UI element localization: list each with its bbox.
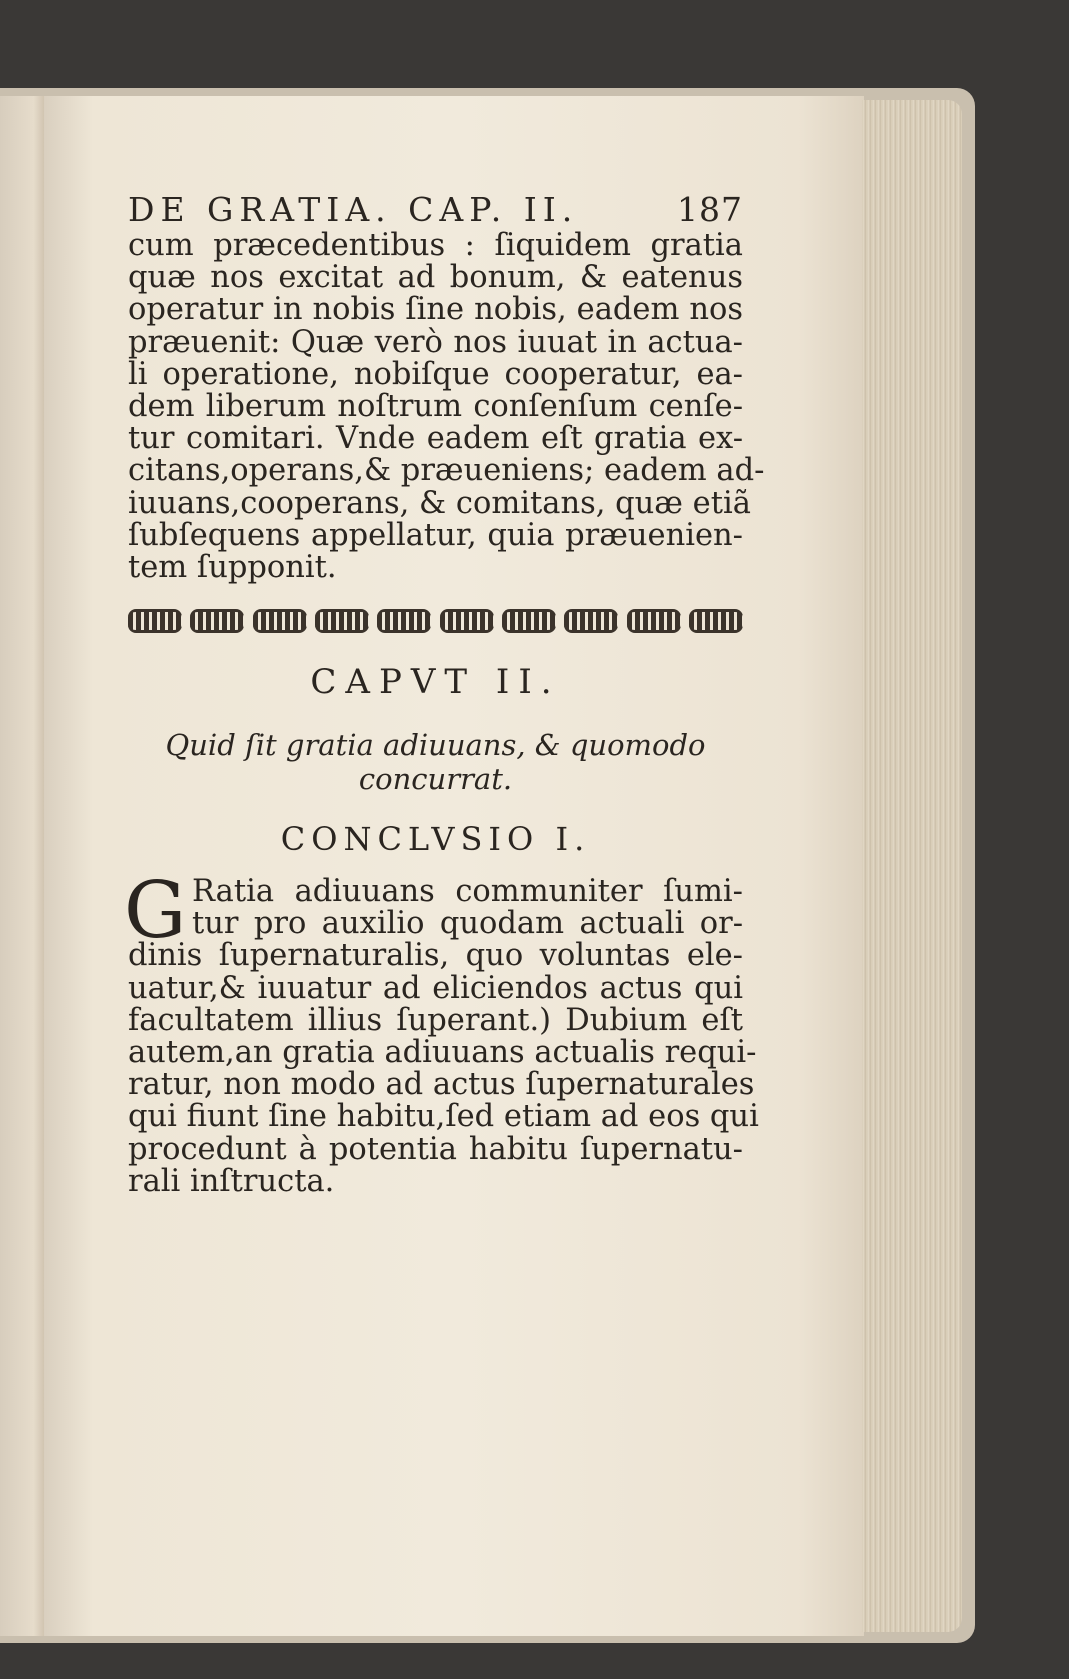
fleuron-ornament [253,609,307,633]
text-line: rali inſtructa. [128,1163,335,1199]
fleuron-ornament [190,609,244,633]
text-line: procedunt à potentia habitu ſupernatu- [128,1131,743,1167]
text-line: operatur in nobis ſine nobis, eadem nos [128,292,743,328]
conclusio-heading: CONCLVSIO I. [280,820,591,859]
running-title: DE GRATIA. CAP. II. [128,190,579,229]
text-line: tur pro auxilio quodam actuali or- [192,906,743,942]
text-line: uatur,& iuuatur ad eliciendos actus qui [128,970,743,1006]
fleuron-ornament [440,609,494,633]
text-line: dinis ſupernaturalis, quo voluntas ele- [128,938,743,974]
text-line: tur comitari. Vnde eadem eſt gratia ex- [128,421,743,457]
text-line: cum præcedentibus : ſiquidem gratia [128,228,743,263]
text-line: iuuans,cooperans, & comitans, quæ etiã [128,485,751,521]
text-line: qui fiunt ſine habitu,ſed etiam ad eos qui [128,1099,759,1135]
drop-cap: G [124,866,187,957]
page-text [124,190,765,1199]
text-line: ratur, non modo ad actus ſupernaturales [128,1067,755,1103]
fleuron-ornament [502,609,556,633]
fleuron-ornament [315,609,369,633]
paragraph-continuation [128,228,765,585]
fleuron-ornament [689,609,743,633]
ornamental-rule [128,606,743,636]
fleuron-ornament [564,609,618,633]
chapter-heading: CAPVT II. [310,662,561,703]
paragraph [124,866,759,1199]
page-number: 187 [677,190,743,229]
text-line: li operatione, nobiſque cooperatur, ea- [128,356,743,392]
text-line: quæ nos excitat ad bonum, & eatenus [128,260,743,296]
text-line: autem,an gratia adiuuans actualis requi- [128,1035,757,1070]
page-block-edge [862,100,962,1632]
chapter-subtitle [128,728,743,796]
fleuron-ornament [377,609,431,633]
running-head [128,190,743,230]
text-line: tem ſupponit. [128,549,337,585]
fleuron-ornament [128,609,182,633]
text-line: præuenit: Quæ verò nos iuuat in actua- [128,324,743,360]
facing-page-edge [0,96,48,1636]
text-line: dem liberum noſtrum conſenſum cenſe- [128,388,743,424]
subtitle-line: Quid ſit gratia adiuuans, & quomodo [165,728,706,763]
fleuron-ornament [627,609,681,633]
text-line: Ratia adiuuans communiter ſumi- [192,874,743,910]
text-line: facultatem illius ſuperant.) Dubium eſt [128,1002,743,1038]
text-line: citans,operans,& præueniens; eadem ad- [128,453,765,489]
subtitle-line: concurrat. [358,762,513,797]
text-line: ſubſequens appellatur, quia præuenien- [128,517,743,553]
